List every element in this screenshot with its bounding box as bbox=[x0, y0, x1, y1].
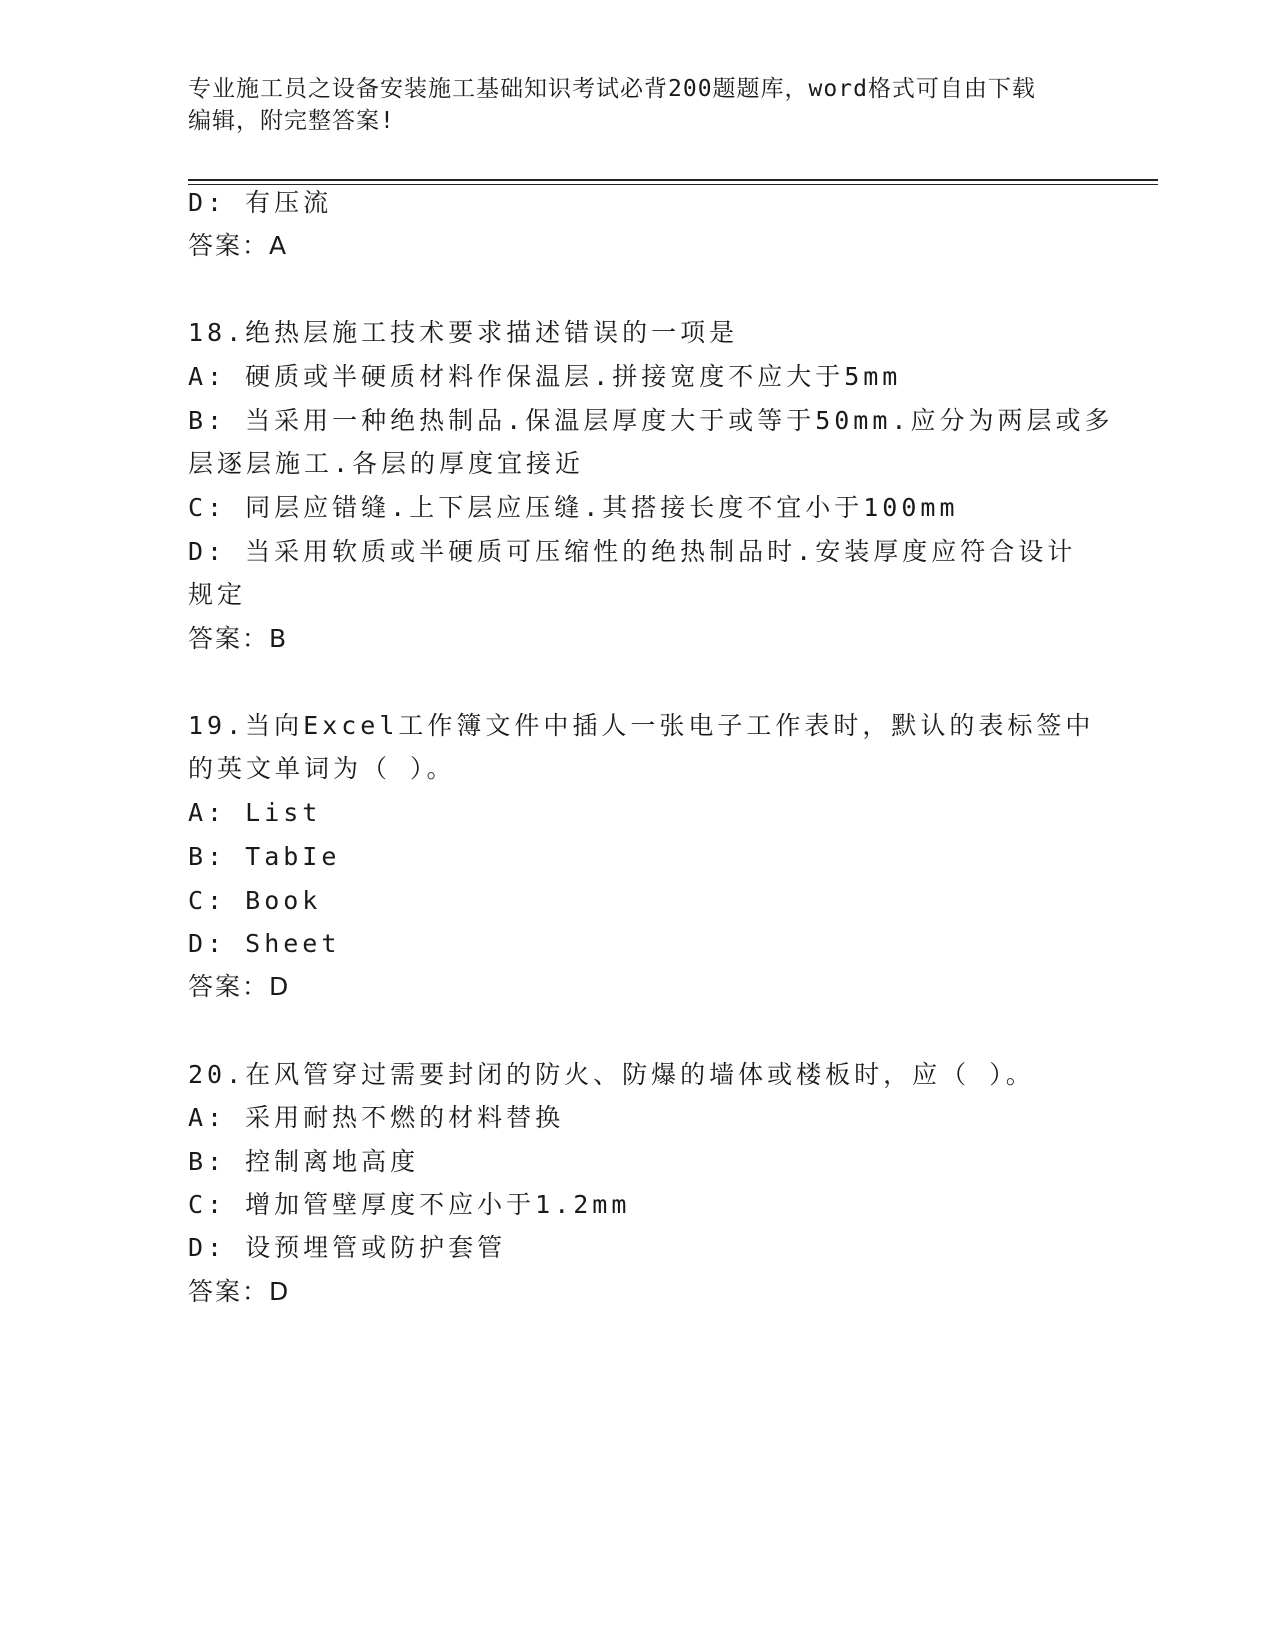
q19-option-d: D: Sheet bbox=[188, 929, 341, 958]
header-divider-thin bbox=[188, 184, 1158, 185]
q19-question-line-2: 的英文单词为（ ）。 bbox=[188, 754, 456, 783]
q18-option-d-line-2: 规定 bbox=[188, 580, 247, 609]
q18-option-a: A: 硬质或半硬质材料作保温层.拼接宽度不应大于5mm bbox=[188, 362, 902, 391]
q19-option-b: B: TabIe bbox=[188, 842, 341, 871]
q18-option-b-line-2: 层逐层施工.各层的厚度宜接近 bbox=[188, 449, 585, 478]
header-title-line-1: 专业施工员之设备安装施工基础知识考试必背200题题库，word格式可自由下载 bbox=[188, 76, 1036, 102]
q18-question: 18.绝热层施工技术要求描述错误的一项是 bbox=[188, 318, 739, 347]
q18-option-c: C: 同层应错缝.上下层应压缝.其搭接长度不宜小于100mm bbox=[188, 493, 959, 522]
q19-answer: 答案：D bbox=[188, 972, 291, 1001]
header-title-line-2: 编辑，附完整答案! bbox=[188, 108, 395, 134]
q20-question: 20.在风管穿过需要封闭的防火、防爆的墙体或楼板时，应（ ）。 bbox=[188, 1060, 1035, 1089]
q19-option-a: A: List bbox=[188, 798, 322, 827]
q20-option-b: B: 控制离地高度 bbox=[188, 1147, 420, 1176]
q19-option-c: C: Book bbox=[188, 886, 322, 915]
prev-option-d: D: 有压流 bbox=[188, 188, 333, 217]
document-header bbox=[188, 73, 1068, 137]
q18-option-d-line-1: D: 当采用软质或半硬质可压缩性的绝热制品时.安装厚度应符合设计 bbox=[188, 537, 1077, 566]
q20-answer: 答案：D bbox=[188, 1277, 291, 1306]
prev-answer: 答案：A bbox=[188, 231, 289, 260]
q18-answer: 答案：B bbox=[188, 624, 289, 653]
q20-option-a: A: 采用耐热不燃的材料替换 bbox=[188, 1103, 565, 1132]
q18-option-b-line-1: B: 当采用一种绝热制品.保温层厚度大于或等于50mm.应分为两层或多 bbox=[188, 406, 1114, 435]
q20-option-c: C: 增加管壁厚度不应小于1.2mm bbox=[188, 1190, 631, 1219]
q20-option-d: D: 设预埋管或防护套管 bbox=[188, 1233, 507, 1262]
q19-question-line-1: 19.当向Excel工作簿文件中插人一张电子工作表时，默认的表标签中 bbox=[188, 711, 1095, 740]
header-divider-thick bbox=[188, 179, 1158, 181]
